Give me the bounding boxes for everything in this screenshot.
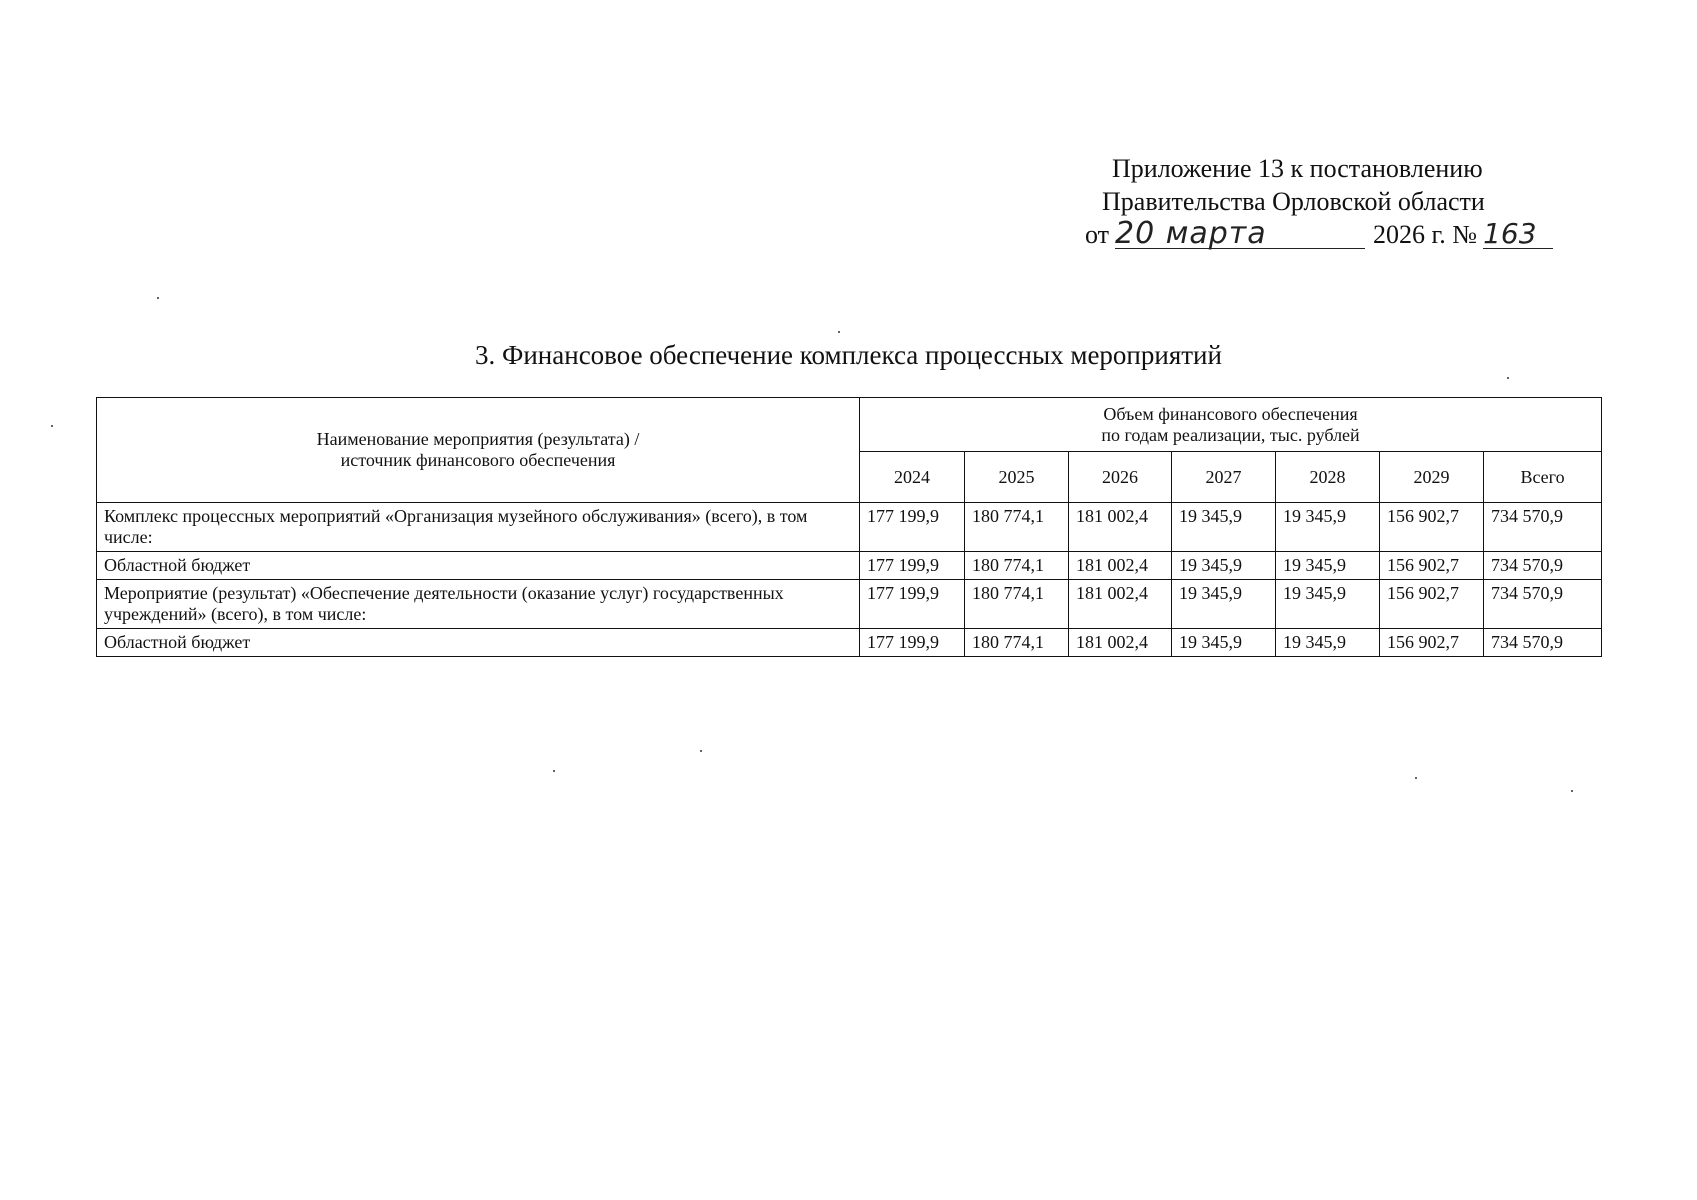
cell-value: 19 345,9 [1276, 580, 1380, 629]
from-prefix: от [1085, 220, 1110, 249]
appendix-date-line [1085, 218, 1565, 251]
column-group-header-line2: по годам реализации, тыс. рублей [1101, 424, 1360, 445]
scan-speck [838, 331, 840, 333]
year-header-2025: 2025 [965, 452, 1069, 503]
table-row [97, 629, 1602, 657]
cell-value: 177 199,9 [860, 580, 965, 629]
row-label: Мероприятие (результат) «Обеспечение деятельности (оказание услуг) государственных учреждений» (всего), в том числе: [97, 580, 860, 629]
column-group-header-line1: Объем финансового обеспечения [1103, 403, 1358, 424]
cell-value: 19 345,9 [1276, 552, 1380, 580]
cell-value: 156 902,7 [1380, 580, 1484, 629]
year-header-total: Всего [1484, 452, 1602, 503]
cell-value: 181 002,4 [1069, 503, 1172, 552]
cell-value: 156 902,7 [1380, 552, 1484, 580]
cell-value: 19 345,9 [1276, 629, 1380, 657]
cell-value-total: 734 570,9 [1484, 629, 1602, 657]
scan-speck [1415, 777, 1417, 779]
cell-value: 180 774,1 [965, 580, 1069, 629]
year-header-2026: 2026 [1069, 452, 1172, 503]
table-row [97, 503, 1602, 552]
cell-value-total: 734 570,9 [1484, 503, 1602, 552]
appendix-line-1: Приложение 13 к постановлению [1112, 154, 1483, 183]
cell-value: 180 774,1 [965, 552, 1069, 580]
scan-speck [1507, 377, 1509, 379]
year-header-2028: 2028 [1276, 452, 1380, 503]
section-title: 3. Финансовое обеспечение комплекса процессных мероприятий [475, 340, 1222, 370]
column-group-header [860, 398, 1602, 452]
financing-table [96, 397, 1602, 657]
cell-value: 156 902,7 [1380, 629, 1484, 657]
row-label: Областной бюджет [97, 629, 860, 657]
year-header-2029: 2029 [1380, 452, 1484, 503]
cell-value: 19 345,9 [1276, 503, 1380, 552]
cell-value: 181 002,4 [1069, 552, 1172, 580]
scan-speck [553, 770, 555, 772]
row-label: Областной бюджет [97, 552, 860, 580]
cell-value: 180 774,1 [965, 629, 1069, 657]
column-header-name [97, 398, 860, 503]
scan-speck [700, 750, 702, 752]
year-header-2024: 2024 [860, 452, 965, 503]
cell-value-total: 734 570,9 [1484, 580, 1602, 629]
cell-value: 177 199,9 [860, 552, 965, 580]
row-label: Комплекс процессных мероприятий «Организация музейного обслуживания» (всего), в том числе: [97, 503, 860, 552]
cell-value: 177 199,9 [860, 503, 965, 552]
cell-value: 181 002,4 [1069, 580, 1172, 629]
scan-speck [51, 425, 53, 427]
handwritten-date: 20 марта [1115, 220, 1365, 249]
column-header-name-line1: Наименование мероприятия (результата) / [316, 429, 640, 449]
table-row [97, 580, 1602, 629]
cell-value: 19 345,9 [1172, 503, 1276, 552]
column-header-name-line2: источник финансового обеспечения [340, 450, 616, 470]
cell-value: 177 199,9 [860, 629, 965, 657]
scan-speck [157, 297, 159, 299]
cell-value: 156 902,7 [1380, 503, 1484, 552]
cell-value: 19 345,9 [1172, 580, 1276, 629]
appendix-line-2: Правительства Орловской области [1102, 187, 1485, 216]
year-number-text: 2026 г. № [1373, 220, 1478, 249]
appendix-header [1085, 152, 1565, 251]
year-header-2027: 2027 [1172, 452, 1276, 503]
cell-value: 181 002,4 [1069, 629, 1172, 657]
cell-value-total: 734 570,9 [1484, 552, 1602, 580]
cell-value: 19 345,9 [1172, 629, 1276, 657]
scan-speck [1571, 790, 1573, 792]
cell-value: 180 774,1 [965, 503, 1069, 552]
handwritten-number: 163 [1483, 220, 1553, 249]
cell-value: 19 345,9 [1172, 552, 1276, 580]
table-row [97, 552, 1602, 580]
